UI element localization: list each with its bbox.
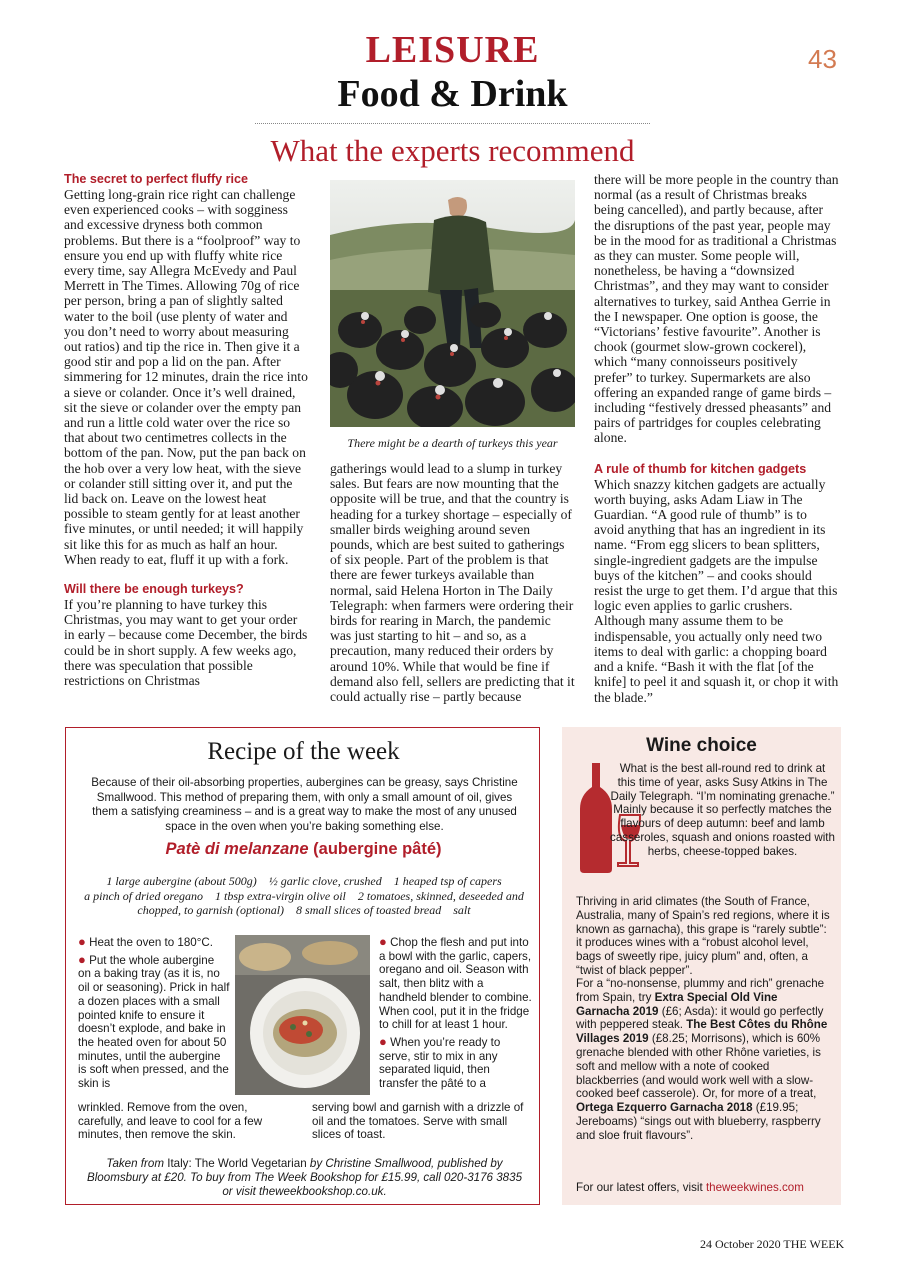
- ingredient: 1 large aubergine (about 500g): [106, 874, 257, 888]
- step-4: ● When you’re ready to serve, stir to mix in any separated liquid, then transfer the pâté to a: [379, 1033, 501, 1091]
- page-headline: What the experts recommend: [270, 133, 635, 168]
- rice-heading: The secret to perfect fluffy rice: [64, 172, 249, 186]
- ingredients-list: [74, 874, 534, 918]
- ingredient: salt: [453, 903, 471, 917]
- wine-pick-2: The Best Côtes du Rhône Villages 2019: [576, 1018, 828, 1046]
- page-number: 43: [808, 44, 837, 74]
- step-2-continued: wrinkled. Remove from the oven, carefully, and leave to cool for a few minutes, then remove the skin.: [78, 1101, 263, 1142]
- wine-offers: For our latest offers, visit theweekwines.com: [576, 1181, 804, 1194]
- turkeys-heading: Will there be enough turkeys?: [64, 582, 244, 597]
- bullet-icon: ●: [379, 934, 387, 949]
- step-2: ● Put the whole aubergine on a baking tray (as it is, no oil or seasoning). Prick in half a dozen places with a small pointed knife to ensure it doesn’t explode, and bake in the heated oven for about 50 minutes, until the aubergine is soft when pressed, and the skin is: [78, 951, 230, 1091]
- wine-offers-link[interactable]: theweekwines.com: [705, 1181, 804, 1194]
- step-4-continued: serving bowl and garnish with a drizzle of oil and the tomatoes. Serve with small slices of toast.: [312, 1101, 524, 1142]
- turkey-farmer-photo: [330, 180, 575, 427]
- turkeys-body-1: If you’re planning to have turkey this Christmas, you may want to get your order in early – because come December, the birds could be in short supply. A few weeks ago, there was speculation that possible restrictions on Christmas: [64, 597, 308, 689]
- recipe-steps-right: [379, 935, 532, 1091]
- recipe-steps-left: [78, 935, 230, 1091]
- step-1: ● Heat the oven to 180°C.: [78, 934, 213, 949]
- recipe-intro: Because of their oil-absorbing properties, aubergines can be greasy, says Christine Smallwood. This method of preparing them, with only a small amount of oil, gives them a satisfying creaminess – and is a great way to make the most of any unused space in the oven when you’re baking something else.: [91, 776, 518, 833]
- subsection-title: Food & Drink: [337, 73, 568, 115]
- ingredient: 8 small slices of toasted bread: [296, 903, 442, 917]
- page-footer: 24 October 2020 THE WEEK: [700, 1237, 845, 1251]
- turkeys-body-3: there will be more people in the country than normal (as a result of Christmas breaks being cancelled), and partly because, after the disruptions of the past year, people may be in the mood for as traditional a Christmas as they can muster. Some people will, nonetheless, be having a “downsized Christmas”, and they may want to consider alternatives to turkey, said Anthea Gerrie in the I newspaper. One option is goose, the “Victorians’ festive favourite”. Another is chook (gourmet slow-grown cockerel), which “many connoisseurs positively prefer” to turkey. Supermarkets are also offering an expanded range of game birds – including “festively dressed pheasants” and pairs of partridges for couples celebrating alone.: [594, 172, 839, 446]
- wine-pick-3: Ortega Ezquerro Garnacha 2018: [576, 1101, 753, 1115]
- photo-caption: There might be a dearth of turkeys this year: [347, 436, 558, 450]
- divider: [255, 123, 650, 124]
- section-title: LEISURE: [365, 29, 540, 71]
- wine-intro: What is the best all-round red to drink at this time of year, asks Susy Atkins in The Daily Telegraph. “I’m nominating grenache.” Mainly because it so perfectly matches the flavours of deep autumn: beef and lamb casseroles, squash and onions roasted with herbs, cheese-topped bakes.: [610, 762, 835, 858]
- column-1: [64, 172, 309, 688]
- column-3: [594, 172, 839, 705]
- bullet-icon: ●: [379, 1033, 387, 1049]
- wine-title: Wine choice: [646, 735, 757, 756]
- wine-box: [562, 727, 841, 1205]
- ingredient: 2 tomatoes, skinned, deseeded and chopped, to garnish (optional): [137, 888, 524, 917]
- aubergine-pate-photo: [235, 935, 370, 1095]
- gadgets-heading: A rule of thumb for kitchen gadgets: [594, 461, 807, 476]
- recipe-name-italian: Patè di melanzane: [165, 840, 309, 858]
- rice-body: Getting long-grain rice right can challenge even experienced cooks – with sogginess and excessive dryness both common problems. But there is a “foolproof” way to ensure you end up with fluffy white rice every time, say Allegra McEvedy and Paul Merrett in The Times. Allowing 70g of rice per person, bring a pan of slightly salted water to the boil (use plenty of water and you don’t need to worry about measuring out ratios) and tip the rice in. Then give it a good stir and pop a lid on the pan. After simmering for 12 minutes, drain the rice into a sieve or colander. Once it’s well drained, sit the sieve or colander over the empty pan and run a little cold water over the rice so that about two centimetres collects in the bottom of the pan. Now, put the pan back on the hob over a very low heat, with the sieve or colander still sitting over it, and put the lid back on. Leave on the lowest heat possible to steam gently for at least another five minutes, or until needed; it will happily sit like this for as much as half an hour. When ready to eat, fluff it up with a fork.: [64, 187, 308, 567]
- recipe-box: [65, 727, 540, 1205]
- turkeys-body-2: gatherings would lead to a slump in turkey sales. But fears are now mounting that the opposite will be true, and that the country is heading for a turkey shortage – especially of smaller birds weighing around seven pounds, which are best suited to gatherings of six people. Part of the problem is that there are fewer turkeys available than normal, said Helena Horton in The Daily Telegraph: when farmers were ordering their birds for rearing in March, the pandemic was just starting to hit – and so, as a precaution, many reduced their orders by around 10%. While that would be fine if demand also fell, sellers are predicting that it could actually rise – partly because: [330, 461, 575, 705]
- bullet-icon: ●: [78, 951, 86, 967]
- gadgets-body: Which snazzy kitchen gadgets are actually worth buying, asks Adam Liaw in The Guardian. “A good rule of thumb” is to avoid anything that has an ingredient in its name. “From egg slicers to bean splitters, single-ingredient gadgets are the impulse buys of the kitchen” – and cooks should resist the urge to get them. I’d argue that this logic even applies to garlic crushers. Although many assume them to be indispensable, you actually only need two items to deal with garlic: a chopping board and a knife. “Bash it with the flat [of the knife] to peel it and squash it, or chop it with the blade.”: [594, 476, 839, 705]
- ingredient: a pinch of dried oregano: [84, 888, 204, 903]
- book-credit: Taken from Italy: The World Vegetarian by Christine Smallwood, published by Bloomsbury at £20. To buy from The Week Bookshop for £15.99, call 020-3176 3835 or visit theweekbookshop.co.uk.: [86, 1157, 523, 1198]
- wine-recommendations: For a “no-nonsense, plummy and rich” grenache from Spain, try Extra Special Old Vine Garnacha 2019 (£6; Asda): it would go perfectly with peppered steak. The Best Côtes du Rhône Villages 2019 (£8.25; Morrisons), which is 60% grenache blended with other Rhône varieties, is soft and mellow with a note of cooked blackberries (and would work well with a slow-cooked beef casserole). Or, for more of a treat, Ortega Ezquerro Garnacha 2018 (£19.95; Jereboams) “sings out with blueberry, raspberry and sloe fruit flavours”.: [576, 977, 828, 1142]
- ingredient: 1 heaped tsp of capers: [393, 874, 502, 888]
- recipe-title: Recipe of the week: [207, 738, 400, 765]
- bullet-icon: ●: [78, 934, 86, 949]
- wine-pick-1: Extra Special Old Vine Garnacha 2019: [576, 990, 778, 1018]
- column-2: [330, 461, 575, 704]
- ingredient: ½ garlic clove, crushed: [268, 874, 382, 888]
- ingredient: 1 tbsp extra-virgin olive oil: [215, 888, 346, 903]
- wine-paragraph-2: Thriving in arid climates (the South of France, Australia, many of Spain’s red regions, where it is known as garnacha), this grape is “rarely subtle”: it produces wines with a “robust alcohol level, bags of sweetly ripe, juicy plum” and, often, a “twist of black pepper”.: [576, 895, 830, 977]
- recipe-name: [66, 840, 541, 859]
- recipe-name-english: (aubergine pâté): [308, 840, 442, 858]
- step-3: ● Chop the flesh and put into a bowl with the garlic, capers, oregano and oil. Season with salt, then blitz with a handheld blender to combine. When cool, put it in the fridge to chill for at least 1 hour.: [379, 934, 532, 1032]
